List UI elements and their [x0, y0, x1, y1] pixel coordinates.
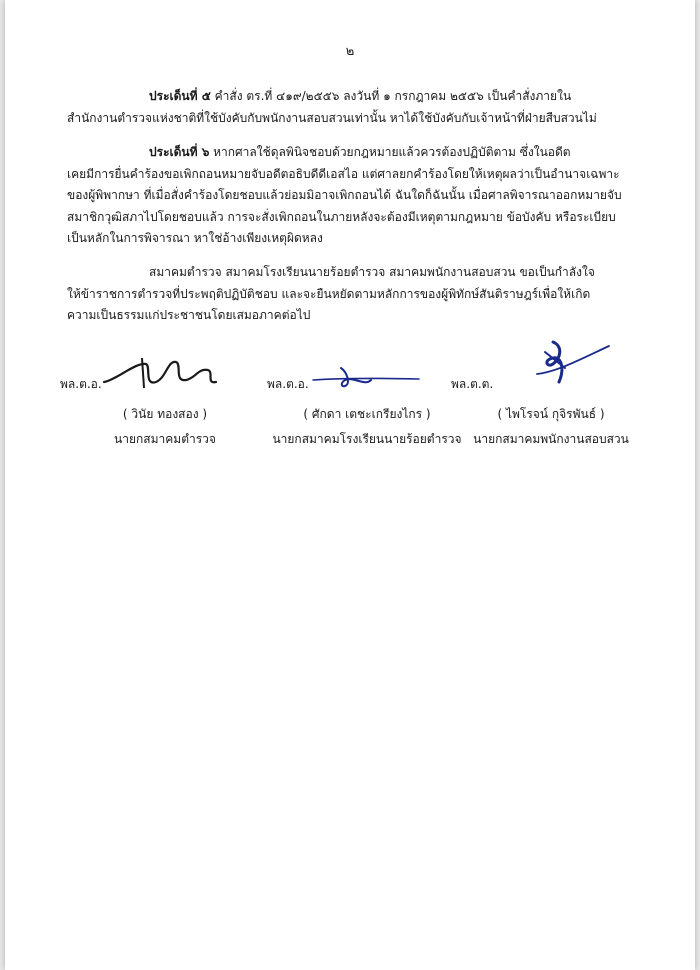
signature-3-icon	[523, 338, 613, 398]
issue-6-line-2: เคยมีการยื่นคำร้องขอเพิกถอนหมายจับอดีตอธิบดีดีเอสไอ แต่ศาลยกคำร้องโดยให้เหตุผลว่าเป็นอำนาจเฉพาะ	[67, 166, 620, 181]
signatory-2-rank: พล.ต.อ.	[267, 377, 309, 391]
issue-5-paragraph	[67, 86, 637, 129]
closing-paragraph	[67, 262, 637, 327]
issue-5-line-2: สำนักงานตำรวจแห่งชาติที่ใช้บังคับกับพนักงานสอบสวนเท่านั้น หาได้ใช้บังคับกับเจ้าหน้าที่ฝ่ายสืบสวนไม่	[67, 110, 597, 125]
issue-6-paragraph	[67, 142, 637, 250]
issue-5-line-1	[67, 86, 637, 108]
issue-6-line-4: สมาชิกวุฒิสภาไปโดยชอบแล้ว การจะสั่งเพิกถอนในภายหลังจะต้องมีเหตุตามกฎหมาย ข้อบังคับ หรือระเบียบ	[67, 209, 616, 224]
closing-line-2: ให้ข้าราชการตำรวจที่ประพฤติปฏิบัติชอบ และจะยืนหยัดตามหลักการของผู้พิทักษ์สันติราษฎร์เพื่อให้เกิด	[67, 286, 591, 301]
signatory-2-title: นายกสมาคมโรงเรียนนายร้อยตำรวจ	[272, 432, 462, 446]
signatory-1-name: ( วินัย ทองสอง )	[122, 407, 208, 421]
signature-block-3	[451, 350, 651, 450]
issue-6-text-1: หากศาลใช้ดุลพินิจชอบด้วยกฎหมายแล้วควรต้องปฏิบัติตาม ซึ่งในอดีต	[213, 145, 571, 159]
issue-6-line-1	[67, 142, 637, 164]
signature-block-2	[267, 350, 467, 450]
signatory-3-title: นายกสมาคมพนักงานสอบสวน	[473, 432, 629, 446]
issue-6-line-3: ของผู้พิพากษา ที่เมื่อสั่งคำร้องโดยชอบแล้วย่อมมิอาจเพิกถอนได้ ฉันใดก็ฉันนั้น เมื่อศาลพิจารณาออกหมายจับ	[67, 188, 622, 202]
closing-line-1: สมาคมตำรวจ สมาคมโรงเรียนนายร้อยตำรวจ สมาคมพนักงานสอบสวน ขอเป็นกำลังใจ	[149, 265, 595, 279]
signature-2-icon	[311, 362, 421, 392]
signatory-1-title: นายกสมาคมตำรวจ	[114, 432, 216, 446]
signatory-1-rank: พล.ต.อ.	[60, 377, 102, 391]
document-page	[5, 0, 695, 970]
signatory-3-name: ( ไพโรจน์ กุจิรพันธ์ )	[497, 407, 605, 421]
page-number: ๒	[345, 44, 355, 59]
signatory-2-name: ( ศักดา เตชะเกรียงไกร )	[303, 407, 431, 421]
signature-block-1	[60, 350, 270, 450]
closing-line-3: ความเป็นธรรมแก่ประชาชนโดยเสมอภาคต่อไป	[67, 308, 311, 322]
issue-5-heading: ประเด็นที่ ๕	[149, 89, 211, 103]
issue-5-text-1: คำสั่ง ตร.ที่ ๔๑๙/๒๕๕๖ ลงวันที่ ๑ กรกฎาคม ๒๕๕๖ เป็นคำสั่งภายใน	[214, 89, 572, 103]
signature-1-icon	[96, 352, 226, 392]
issue-6-line-5: เป็นหลักในการพิจารณา หาใช่อ้างเพียงเหตุผิดหลง	[67, 231, 323, 245]
signatory-3-rank: พล.ต.ต.	[451, 377, 494, 391]
issue-6-heading: ประเด็นที่ ๖	[149, 145, 210, 159]
